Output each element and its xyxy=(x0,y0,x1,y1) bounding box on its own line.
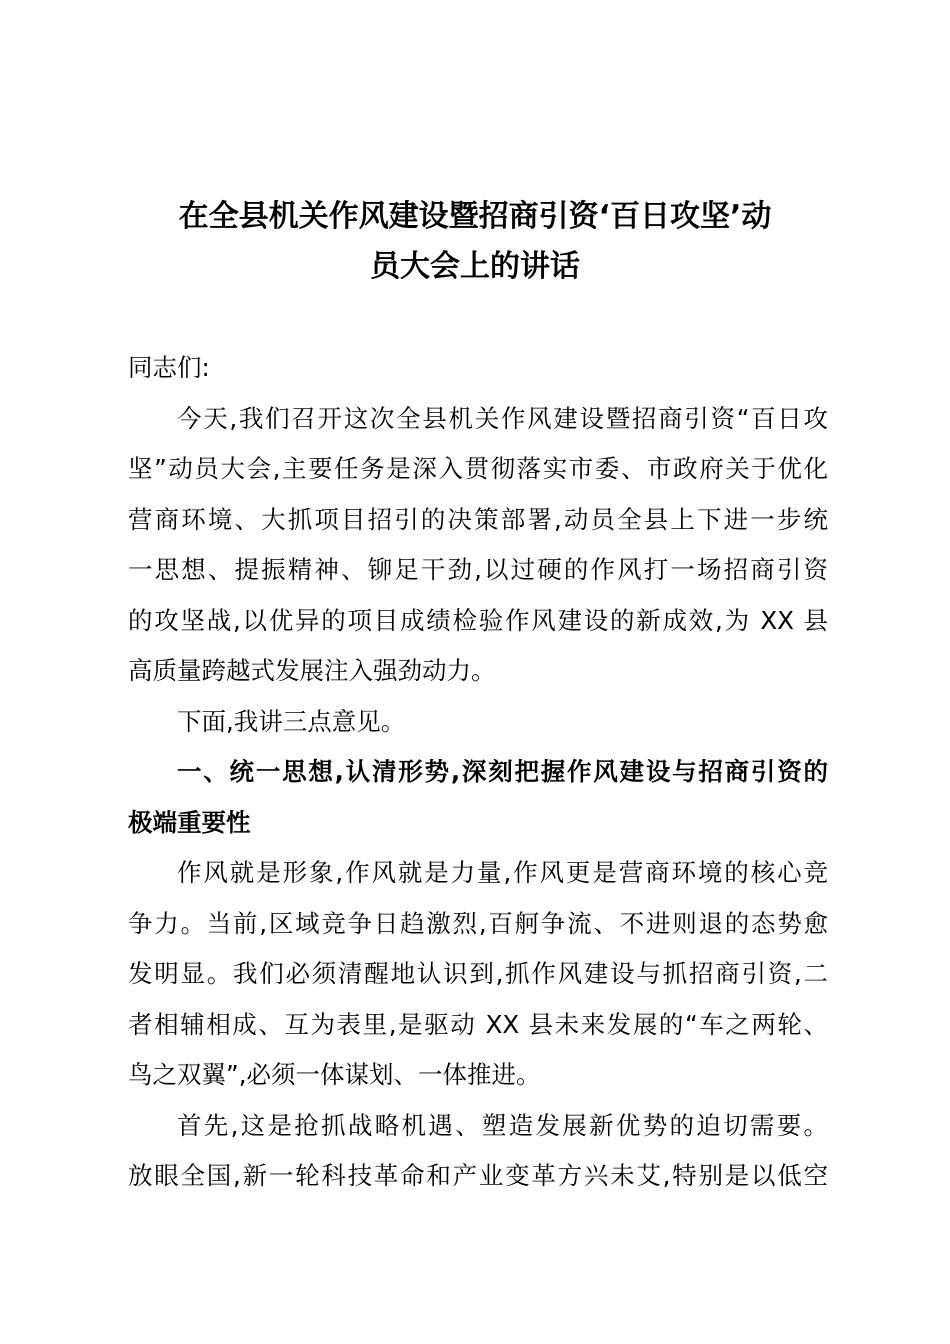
paragraph-4 xyxy=(128,1101,828,1202)
document-body xyxy=(128,343,828,1202)
paragraph-line: 首先,这是抢抓战略机遇、塑造发展新优势的迫切需要。 xyxy=(177,1110,828,1140)
paragraph-line: 一思想、提振精神、铆足干劲,以过硬的作风打一场招商引资 xyxy=(128,555,828,584)
paragraph-line: 鸟之双翼”,必须一体谋划、一体推进。 xyxy=(128,1060,541,1089)
paragraph-line: 高质量跨越式发展注入强劲动力。 xyxy=(128,656,496,685)
title-line-2: 员大会上的讲话 xyxy=(370,249,580,284)
document-title xyxy=(120,192,830,292)
heading-line: 极端重要性 xyxy=(128,807,251,837)
paragraph-line: 争力。当前,区域竞争日趋激烈,百舸争流、不进则退的态势愈 xyxy=(128,908,828,938)
title-line-1: 在全县机关作风建设暨招商引资‘百日攻坚’动 xyxy=(178,199,772,234)
paragraph-1 xyxy=(128,394,828,697)
paragraph-line: 者相辅相成、互为表里,是驱动 XX 县未来发展的“车之两轮、 xyxy=(128,1009,828,1039)
paragraph-line: 发明显。我们必须清醒地认识到,抓作风建设与抓招商引资,二 xyxy=(128,959,828,988)
heading-line: 一、统一思想,认清形势,深刻把握作风建设与招商引资的 xyxy=(177,757,828,786)
paragraph-line: 下面,我讲三点意见。 xyxy=(177,706,406,736)
paragraph-line: 放眼全国,新一轮科技革命和产业变革方兴未艾,特别是以低空 xyxy=(128,1161,828,1190)
section-heading-1 xyxy=(128,747,828,848)
paragraph-2 xyxy=(128,697,828,748)
paragraph-line: 作风就是形象,作风就是力量,作风更是营商环境的核心竞 xyxy=(177,858,828,887)
paragraph-line: 坚”动员大会,主要任务是深入贯彻落实市委、市政府关于优化 xyxy=(128,454,828,483)
paragraph-line: 今天,我们召开这次全县机关作风建设暨招商引资“百日攻 xyxy=(177,403,828,433)
paragraph-line: 营商环境、大抓项目招引的决策部署,动员全县上下进一步统 xyxy=(128,504,828,534)
paragraph-line: 的攻坚战,以优异的项目成绩检验作风建设的新成效,为 XX 县 xyxy=(128,605,828,635)
paragraph-3 xyxy=(128,848,828,1101)
salutation: 同志们: xyxy=(128,353,210,382)
